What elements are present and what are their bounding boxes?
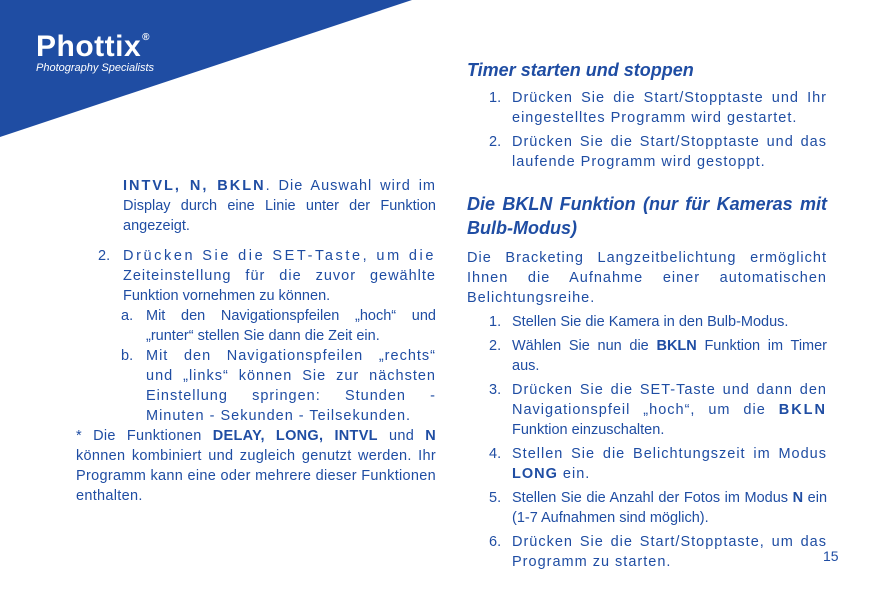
timer-item-2-number: 2. bbox=[489, 134, 502, 150]
step1-number: 1. bbox=[489, 314, 502, 330]
note-prefix: * Die Funktionen bbox=[76, 428, 202, 444]
timer-item-2 bbox=[467, 132, 827, 172]
right-column bbox=[467, 58, 827, 576]
note-bold1: DELAY, LONG, INTVL bbox=[212, 428, 378, 444]
item2-line3: Funktion vornehmen zu können. bbox=[123, 288, 331, 304]
step4-a: Stellen Sie die Belichtungszeit im Modus bbox=[512, 446, 827, 462]
sub-item-a bbox=[76, 306, 436, 346]
left-column bbox=[76, 176, 436, 506]
step4-number: 4. bbox=[489, 446, 502, 462]
bkln-step-1 bbox=[467, 312, 827, 332]
note-bold2: N bbox=[425, 428, 436, 444]
brand-tagline: Photography Specialists bbox=[36, 62, 155, 74]
page-number: 15 bbox=[823, 548, 839, 564]
sub-b-label: b. bbox=[121, 348, 134, 364]
step1-text: Stellen Sie die Kamera in den Bulb-Modus. bbox=[512, 314, 789, 330]
step3-bold: BKLN bbox=[778, 402, 827, 418]
brand-logo bbox=[36, 30, 150, 64]
bkln-heading: Die BKLN Funktion (nur für Kameras mit Bulb-Modus) bbox=[467, 194, 827, 238]
bkln-step-6 bbox=[467, 532, 827, 572]
cont-bold: INTVL, N, BKLN bbox=[123, 178, 266, 194]
step3-b: Funktion einzuschalten. bbox=[512, 422, 665, 438]
cont-text1: . Die Auswahl wird im bbox=[265, 178, 436, 194]
sub-b-text: Mit den Navigationspfeilen „rechts“ und „links“ können Sie zur nächsten Einstellung springen: Stunden - Minuten - Sekunden - Teilsekunden. bbox=[146, 348, 436, 424]
timer-item-2-text: Drücken Sie die Start/Stopptaste und das laufende Programm wird gestoppt. bbox=[512, 134, 827, 170]
timer-heading: Timer starten und stoppen bbox=[467, 60, 694, 80]
bkln-intro: Die Bracketing Langzeitbelichtung ermöglicht Ihnen die Aufnahme einer automatischen Belichtungsreihe. bbox=[467, 250, 827, 306]
item2-line1: Drücken Sie die SET-Taste, um die bbox=[123, 248, 436, 264]
sub-item-b bbox=[76, 346, 436, 426]
bkln-step-3 bbox=[467, 380, 827, 440]
step4-b: ein. bbox=[562, 466, 591, 482]
registered-mark: ® bbox=[142, 32, 151, 43]
note-rest: können kombiniert und zugleich genutzt werden. Ihr Programm kann eine oder mehrere dieser Funktionen enthalten. bbox=[76, 448, 436, 504]
brand-name: Phottix bbox=[36, 30, 142, 63]
cont-text2: Display durch eine Linie unter der Funktion angezeigt. bbox=[123, 198, 436, 234]
list-item-2 bbox=[76, 246, 436, 306]
timer-item-1-text: Drücken Sie die Start/Stopptaste und Ihr eingestelltes Programm wird gestartet. bbox=[512, 90, 827, 126]
step3-number: 3. bbox=[489, 382, 502, 398]
step6-number: 6. bbox=[489, 534, 502, 550]
item2-line2: Zeiteinstellung für die zuvor gewählte bbox=[123, 268, 436, 284]
sub-a-label: a. bbox=[121, 308, 134, 324]
step2-b: Funktion im Timer aus. bbox=[512, 338, 828, 374]
step5-bold: N bbox=[792, 490, 804, 506]
note-mid: und bbox=[388, 428, 415, 444]
functions-note bbox=[76, 426, 436, 506]
step5-number: 5. bbox=[489, 490, 502, 506]
bkln-step-2 bbox=[467, 336, 827, 376]
timer-item-1 bbox=[467, 88, 827, 128]
step2-number: 2. bbox=[489, 338, 502, 354]
step5-a: Stellen Sie die Anzahl der Fotos im Modus bbox=[512, 490, 789, 506]
item2-number: 2. bbox=[98, 248, 111, 264]
list-item-continued bbox=[76, 176, 436, 236]
step2-a: Wählen Sie nun die bbox=[512, 338, 649, 354]
bkln-step-5 bbox=[467, 488, 827, 528]
bkln-step-4 bbox=[467, 444, 827, 484]
step2-bold: BKLN bbox=[656, 338, 697, 354]
sub-a-text: Mit den Navigationspfeilen „hoch“ und „runter“ stellen Sie dann die Zeit ein. bbox=[146, 308, 436, 344]
step4-bold: LONG bbox=[512, 466, 558, 482]
step5-b: ein (1-7 Aufnahmen sind möglich). bbox=[512, 490, 828, 526]
timer-item-1-number: 1. bbox=[489, 90, 502, 106]
step3-a: Drücken Sie die SET-Taste und dann den Navigationspfeil „hoch“, um die bbox=[512, 382, 827, 418]
step6-text: Drücken Sie die Start/Stopptaste, um das Programm zu starten. bbox=[512, 534, 827, 570]
